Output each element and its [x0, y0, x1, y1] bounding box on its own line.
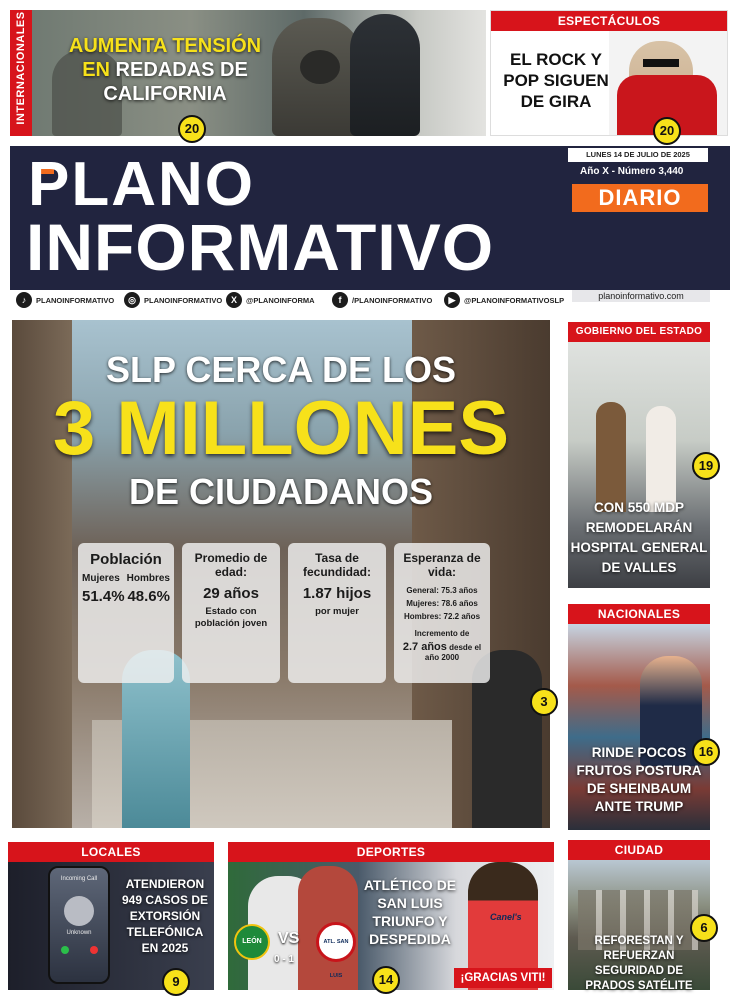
page-number-badge: 9: [162, 968, 190, 996]
section-header-deportes: DEPORTES: [228, 842, 554, 862]
diario-label: DIARIO: [572, 184, 708, 212]
logo-plano: PLANO: [28, 150, 255, 219]
jersey-sponsor: Canel's: [490, 912, 522, 922]
youtube-icon: ▶: [444, 292, 460, 308]
team-crest-san-luis: ATL. SAN LUIS: [316, 922, 356, 962]
facebook-icon: f: [332, 292, 348, 308]
gobierno-headline: CON 550 MDP REMODELARÁN HOSPITAL GENERAL DE VALLES: [570, 500, 708, 575]
section-header-nacionales: NACIONALES: [568, 604, 710, 624]
section-tab-internacionales: INTERNACIONALES: [10, 10, 32, 136]
page-number-badge: 19: [692, 452, 720, 480]
stat-esperanza: Esperanza de vida: General: 75.3 años Mujeres: 78.6 años Hombres: 72.2 años Incremento de 2.7 años desde el año 2000: [394, 543, 490, 683]
main-headline-line2: 3 MILLONES: [52, 386, 510, 471]
ciudad-headline: REFORESTAN Y REFUERZAN SEGURIDAD DE PRADOS SATÉLITE: [585, 935, 693, 992]
stat-fecundidad: Tasa de fecundidad: 1.87 hijos por mujer: [288, 543, 386, 683]
website-link[interactable]: planoinformativo.com: [572, 290, 710, 302]
stat-poblacion: Población Mujeres Hombres 51.4% 48.6%: [78, 543, 174, 683]
page-number-badge: 6: [690, 914, 718, 942]
social-youtube[interactable]: ▶ @PLANOINFORMATIVOSLP: [444, 291, 564, 309]
deportes-headline: ATLÉTICO DE SAN LUIS TRIUNFO Y DESPEDIDA: [363, 877, 457, 947]
tiktok-icon: ♪: [16, 292, 32, 308]
espectaculos-headline: EL ROCK Y POP SIGUEN DE GIRA: [503, 50, 609, 111]
page-number-badge: 14: [372, 966, 400, 994]
phone-caller: Unknown: [66, 930, 92, 936]
nacionales-headline: RINDE POCOS FRUTOS POSTURA DE SHEINBAUM ANTE TRUMP: [576, 745, 702, 814]
masthead: [10, 146, 730, 290]
date-label: LUNES 14 DE JULIO DE 2025: [568, 148, 708, 162]
page-number-badge: 20: [178, 115, 206, 143]
deportes-teaser[interactable]: [228, 842, 554, 990]
accept-call-icon: [61, 946, 69, 954]
espectaculos-teaser[interactable]: [490, 10, 728, 136]
edition-label: Año X - Número 3,440: [580, 166, 684, 177]
ciudad-teaser[interactable]: [568, 840, 710, 990]
locales-teaser[interactable]: [8, 842, 214, 990]
gobierno-teaser[interactable]: [568, 322, 714, 588]
stat-edad: Promedio de edad: 29 años Estado con población joven: [182, 543, 280, 683]
phone-label: Incoming Call: [60, 876, 98, 882]
logo-informativo: INFORMATIVO: [26, 210, 495, 284]
score-label: 0 - 1: [274, 954, 295, 965]
social-instagram[interactable]: ◎ PLANOINFORMATIVO: [124, 291, 222, 309]
page-number-badge: 16: [692, 738, 720, 766]
x-icon: X: [226, 292, 242, 308]
social-facebook[interactable]: f /PLANOINFORMATIVO: [332, 291, 432, 309]
gracias-viti-label: ¡GRACIAS VITI!: [454, 968, 552, 988]
decline-call-icon: [90, 946, 98, 954]
social-tiktok[interactable]: ♪ PLANOINFORMATIVO: [16, 291, 114, 309]
main-headline-line1: SLP CERCA DE LOS: [105, 349, 457, 390]
unknown-caller-icon: [64, 896, 94, 926]
team-crest-leon: LEÓN: [234, 924, 270, 960]
internacionales-headline: AUMENTA TENSIÓN EN REDADAS DE CALIFORNIA: [68, 35, 262, 105]
internacionales-teaser[interactable]: [10, 10, 486, 136]
locales-headline: ATENDIERON 949 CASOS DE EXTORSIÓN TELEFÓNICA EN 2025: [121, 877, 209, 955]
section-header-espectaculos: ESPECTÁCULOS: [491, 11, 727, 31]
section-header-ciudad: CIUDAD: [568, 840, 710, 860]
section-header-gobierno: GOBIERNO DEL ESTADO: [568, 322, 710, 342]
instagram-icon: ◎: [124, 292, 140, 308]
page-number-badge: 20: [653, 117, 681, 145]
social-x[interactable]: X @PLANOINFORMA: [226, 291, 315, 309]
section-header-locales: LOCALES: [8, 842, 214, 862]
vs-label: VS: [278, 930, 300, 947]
page-number-badge: 3: [530, 688, 558, 716]
main-headline-line3: DE CIUDADANOS: [128, 471, 433, 512]
nacionales-teaser[interactable]: [568, 604, 714, 830]
